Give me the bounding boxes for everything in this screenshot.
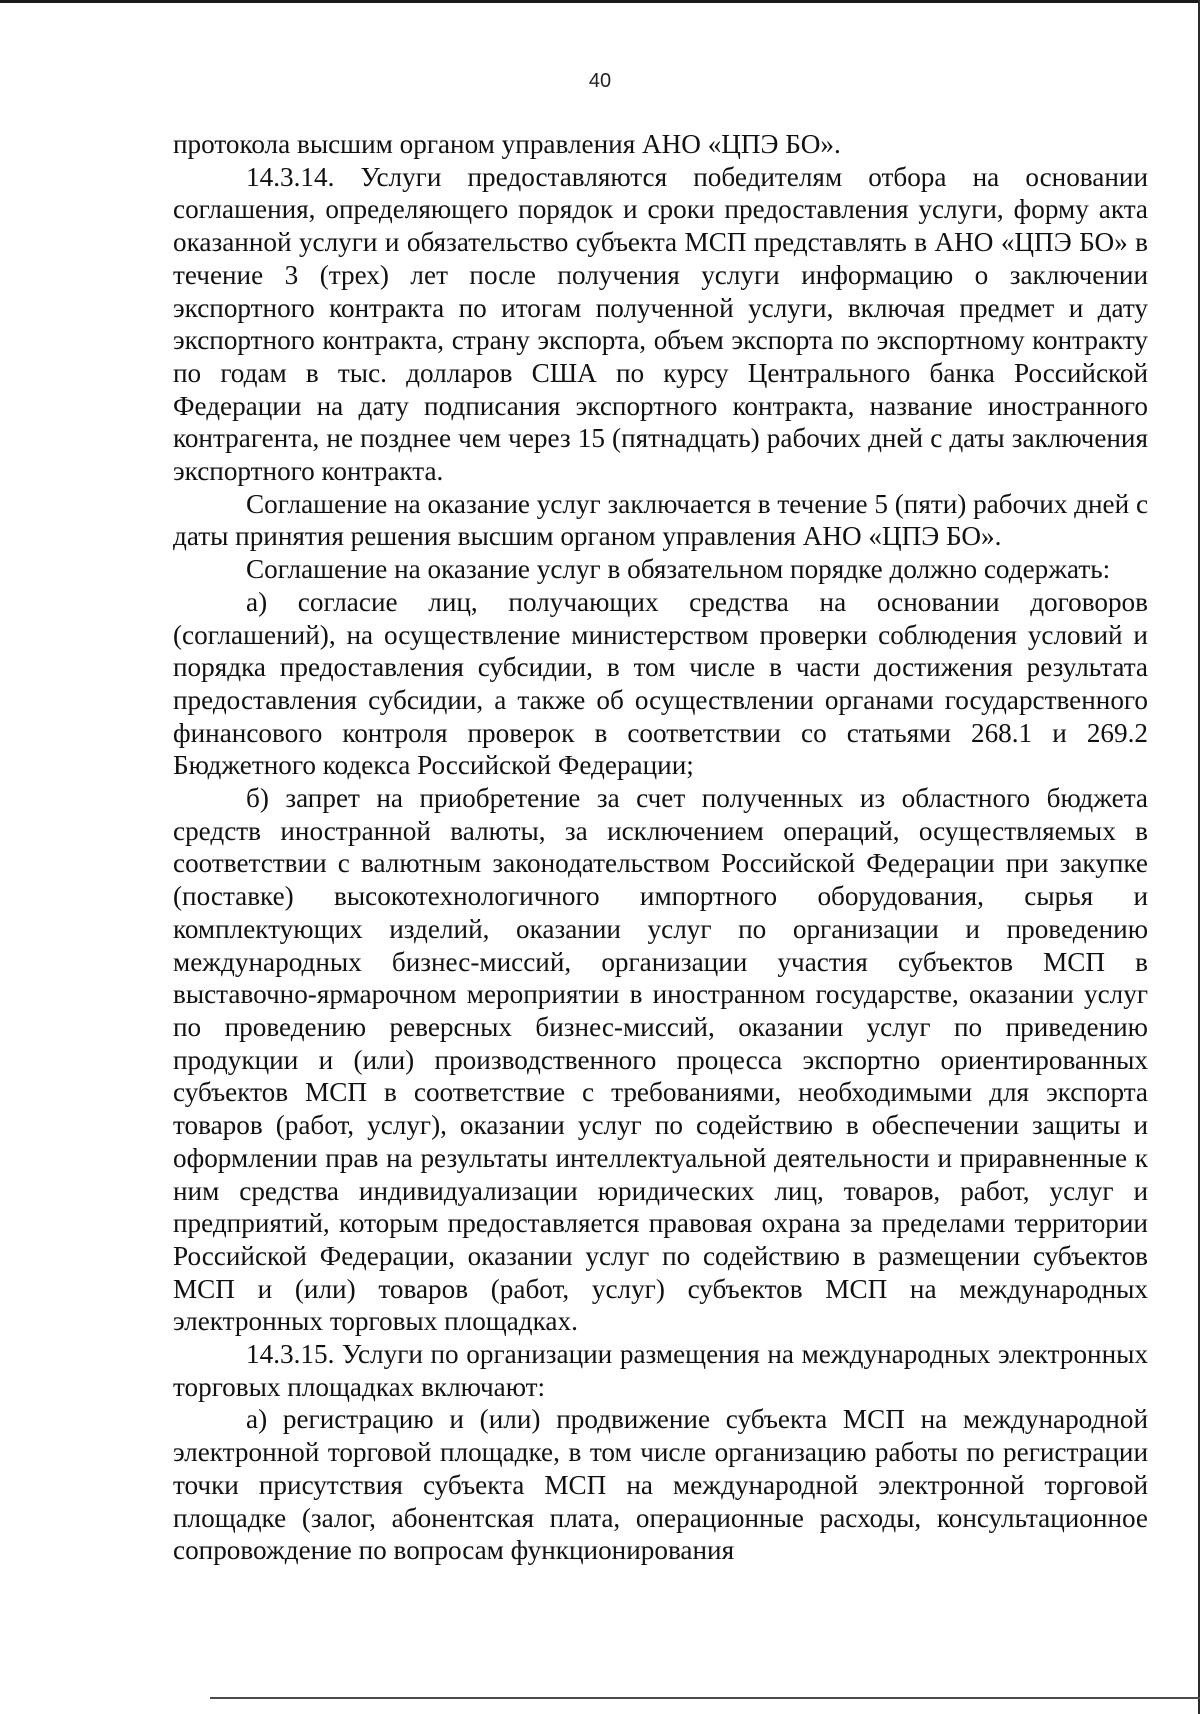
paragraph-agreement-contents: Соглашение на оказание услуг в обязательном порядке должно содержать: [246,554,1111,585]
paragraph-14-3-14: 14.3.14. Услуги предоставляются победителям отбора на основании соглашения, определяющего порядок и сроки предоставления услуги, форму акта оказанной услуги и обязательство субъекта МСП представлять в АНО «ЦПЭ БО» в течение 3 (трех) лет после получения услуги информацию о заключении экспортного контракта по итогам полученной услуги, включая предмет и дату экспортного контракта, страну экспорта, объем экспорта по экспортному контракту по годам в тыс. долларов США по курсу Центрального банка Российской Федерации на дату подписания экспортного контракта, название иностранного контрагента, не позднее чем через 15 (пятнадцать) рабочих дней с даты заключения экспортного контракта. [173,161,1148,487]
scan-top-edge [0,0,1200,3]
paragraph-agreement-term: Соглашение на оказание услуг заключается в течение 5 (пяти) рабочих дней с даты принятия решения высшим органом управления АНО «ЦПЭ БО». [173,488,1149,552]
paragraph-item-a-registration: а) регистрацию и (или) продвижение субъекта МСП на международной электронной торговой площадке, в том числе организацию работы по регистрации точки присутствия субъекта МСП на международной электронной торговой площадке (залог, абонентская плата, операционные расходы, консультационное сопровождение по вопросам функционирования [173,1404,1148,1566]
paragraph-item-a-consent: а) согласие лиц, получающих средства на основании договоров (соглашений), на осуществление министерством проверки соблюдения условий и порядка предоставления субсидии, в том числе в части достижения результата предоставления субсидии, а также об осуществлении органами государственного финансового контроля проверок в соответствии со статьями 268.1 и 269.2 Бюджетного кодекса Российской Федерации; [173,586,1148,781]
scan-bottom-line [210,1697,1200,1699]
document-body [173,128,1148,1567]
paragraph-14-3-15: 14.3.15. Услуги по организации размещения на международных электронных торговых площадках включают: [173,1339,1148,1402]
paragraph-item-b-prohibition: б) запрет на приобретение за счет полученных из областного бюджета средств иностранной валюты, за исключением операций, осуществляемых в соответствии с валютным законодательством Российской Федерации при закупке (поставке) высокотехнологичного импортного оборудования, сырья и комплектующих изделий, оказании услуг по организации и проведению международных бизнес-миссий, организации участия субъектов МСП в выставочно-ярмарочном мероприятии в иностранном государстве, оказании услуг по проведению реверсных бизнес-миссий, оказании услуг по приведению продукции и (или) производственного процесса экспортно ориентированных субъектов МСП в соответствие с требованиями, необходимыми для экспорта товаров (работ, услуг), оказании услуг по содействию в обеспечении защиты и оформлении прав на результаты интеллектуальной деятельности и приравненные к ним средства индивидуализации юридических лиц, товаров, работ, услуг и предприятий, которым предоставляется правовая охрана за пределами территории Российской Федерации, оказании услуг по содействию в размещении субъектов МСП и (или) товаров (работ, услуг) субъектов МСП на международных электронных торговых площадках. [173,783,1148,1337]
page-number: 40 [588,70,612,92]
paragraph-continuation: протокола высшим органом управления АНО «ЦПЭ БО». [173,129,841,159]
